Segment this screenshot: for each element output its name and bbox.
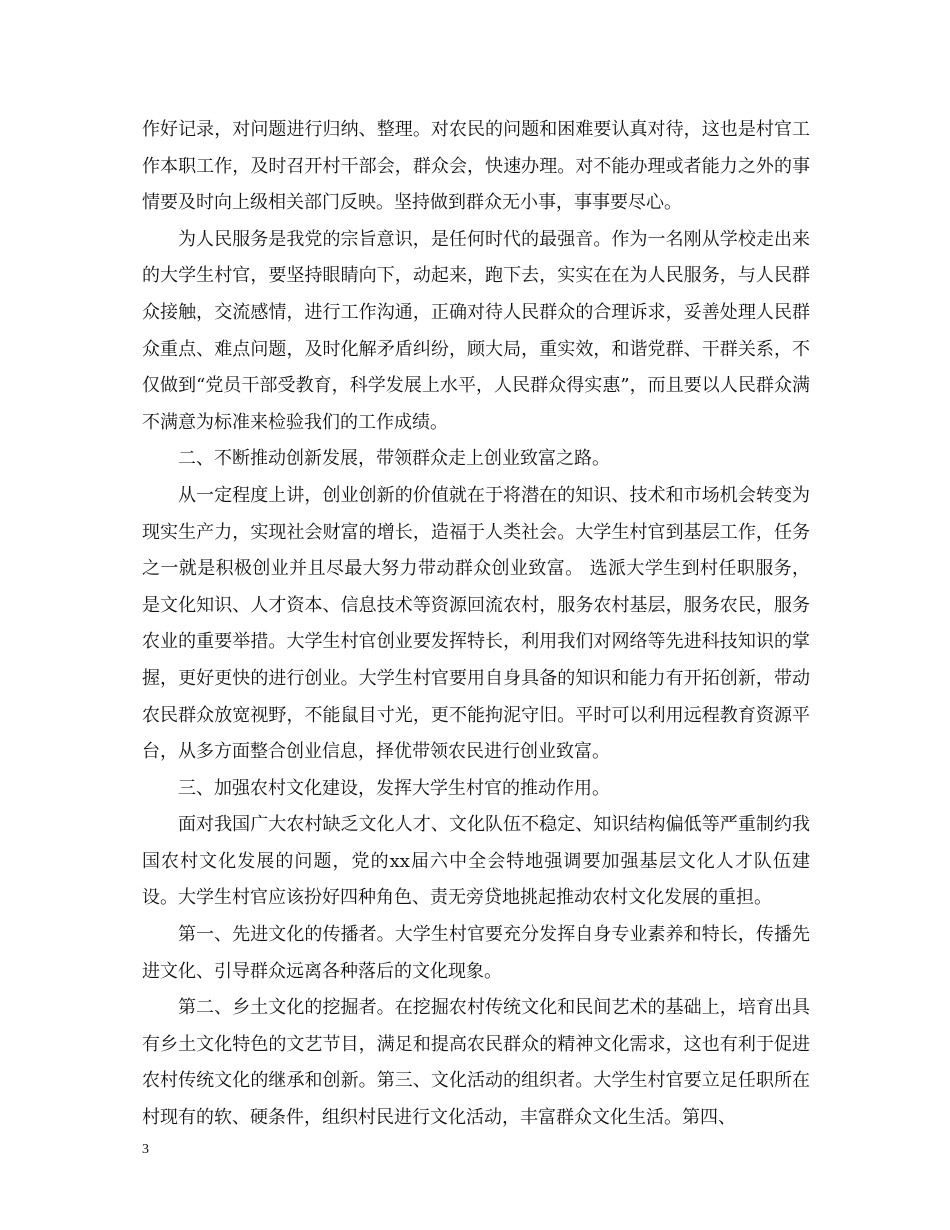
section-heading-2: 二、不断推动创新发展，带领群众走上创业致富之路。 bbox=[178, 448, 610, 470]
paragraph-4: 面对我国广大农村缺乏文化人才、文化队伍不稳定、知识结构偏低等严重制约我国农村文化发展的问题，党的xx届六中全会特地强调要加强基层文化人才队伍建设。大学生村官应该扮好四种角色、责无旁贷地挑起推动农村文化发展的重担。 bbox=[142, 814, 810, 909]
paragraph-1: 作好记录，对问题进行归纳、整理。对农民的问题和困难要认真对待，这也是村官工作本职工作，及时召开村干部会，群众会，快速办理。对不能办理或者能力之外的事情要及时向上级相关部门反映。坚持做到群众无小事，事事要尽心。 bbox=[142, 119, 810, 214]
paragraph-5: 第一、先进文化的传播者。大学生村官要充分发挥自身专业素养和特长，传播先进文化、引导群众远离各种落后的文化现象。 bbox=[142, 924, 810, 982]
page-number: 3 bbox=[142, 1142, 149, 1157]
document-body bbox=[142, 112, 810, 1137]
paragraph-6: 第二、乡土文化的挖掘者。在挖掘农村传统文化和民间艺术的基础上，培育出具有乡土文化特色的文艺节目，满足和提高农民群众的精神文化需求，这也有利于促进农村传统文化的继承和创新。第三、文化活动的组织者。大学生村官要立足任职所在村现有的软、硬条件，组织村民进行文化活动，丰富群众文化生活。第四、 bbox=[142, 997, 810, 1129]
paragraph-3: 从一定程度上讲，创业创新的价值就在于将潜在的知识、技术和市场机会转变为现实生产力，实现社会财富的增长，造福于人类社会。大学生村官到基层工作，任务之一就是积极创业并且尽最大努力带动群众创业致富。 选派大学生到村任职服务，是文化知识、人才资本、信息技术等资源回流农村，服务农村基层，服务农民，服务农业的重要举措。大学生村官创业要发挥特长，利用我们对网络等先进科技知识的掌握，更好更快的进行创业。大学生村官要用自身具备的知识和能力有开拓创新，带动农民群众放宽视野，不能鼠目寸光，更不能拘泥守旧。平时可以利用远程教育资源平台，从多方面整合创业信息，择优带领农民进行创业致富。 bbox=[142, 484, 810, 763]
section-heading-3: 三、加强农村文化建设，发挥大学生村官的推动作用。 bbox=[178, 777, 610, 799]
paragraph-2: 为人民服务是我党的宗旨意识，是任何时代的最强音。作为一名刚从学校走出来的大学生村官，要坚持眼睛向下，动起来，跑下去，实实在在为人民服务，与人民群众接触，交流感情，进行工作沟通，正确对待人民群众的合理诉求，妥善处理人民群众重点、难点问题，及时化解矛盾纠纷，顾大局，重实效，和谐党群、干群关系，不仅做到“党员干部受教育，科学发展上水平，人民群众得实惠”，而且要以人民群众满不满意为标准来检验我们的工作成绩。 bbox=[142, 228, 810, 433]
